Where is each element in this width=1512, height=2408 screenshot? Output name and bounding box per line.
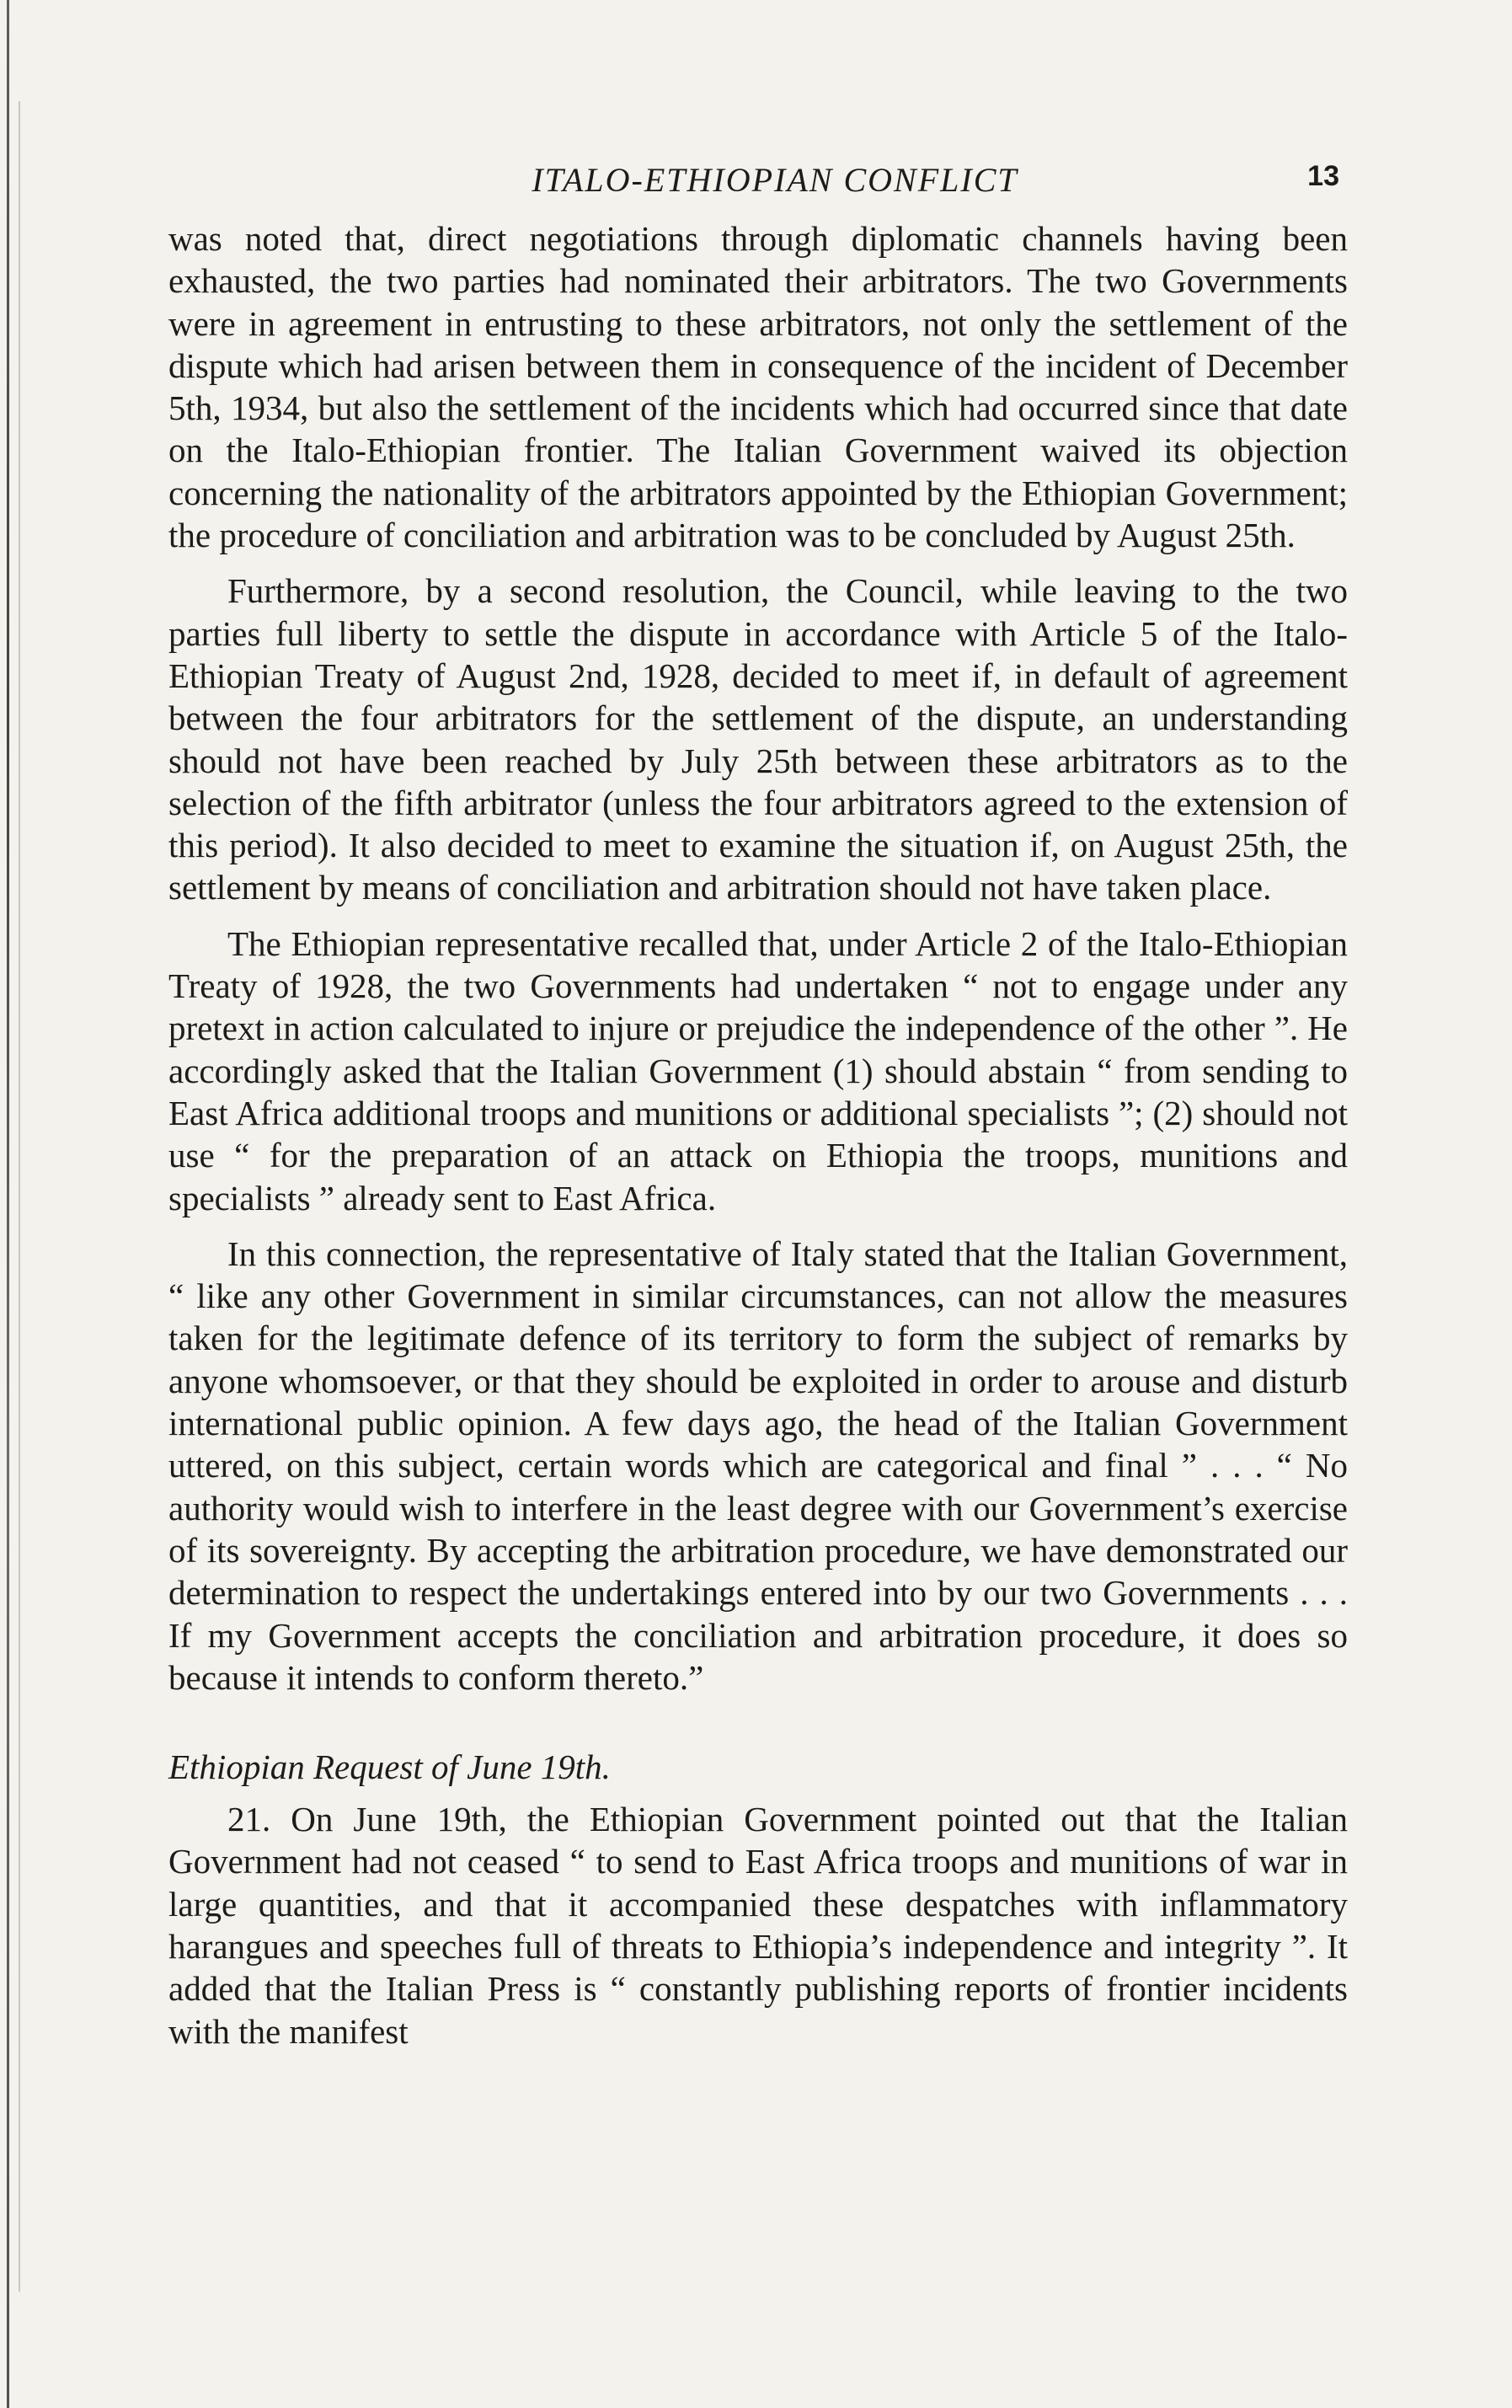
section-paragraph: 21. On June 19th, the Ethiopian Government pointed out that the Italian Government had not ceased “ to send to East Africa troops and munitions of war in large quantities, and that it accompanied these despatches with inflammatory harangues and speeches full of threats to Ethiopia’s independence and integrity ”. It added that the Italian Press is “ constantly publishing reports of frontier incidents with the manifest [168, 1800, 1348, 2051]
section-heading: Ethiopian Request of June 19th. [168, 1747, 611, 1787]
document-page [168, 160, 1348, 2066]
paragraph: In this connection, the representative of Italy stated that the Italian Government, “ like any other Government in similar circumstances, can not allow the measures taken for the legitimate defence of its territory to form the subject of remarks by anyone whomsoever, or that they should be exploited in order to arouse and disturb international public opinion. A few days ago, the head of the Italian Government uttered, on this subject, certain words which are categorical and final ” . . . “ No authority would wish to interfere in the least degree with our Government’s exercise of its sovereignty. By accepting the arbitration procedure, we have demonstrated our determination to respect the undertakings entered into by our two Governments . . . If my Government accepts the conciliation and arbitration procedure, it does so because it intends to conform thereto.” [168, 1233, 1348, 1697]
paragraph: was noted that, direct negotiations through diplomatic channels having been exhausted, the two parties had nominated their arbitrators. The two Governments were in agreement in entrusting to these arbitrators, not only the settlement of the dispute which had arisen between them in consequence of the incident of December 5th, 1934, but also the settlement of the incidents which had occurred since that date on the Italo-Ethiopian frontier. The Italian Government waived its objection concerning the nationality of the arbitrators appointed by the Ethiopian Government; the procedure of conciliation and arbitration was to be concluded by August 25th. [168, 219, 1348, 555]
scan-edge-shadow [7, 0, 9, 2408]
paragraph: Furthermore, by a second resolution, the Council, while leaving to the two parties full liberty to settle the dispute in accordance with Article 5 of the Italo-Ethiopian Treaty of August 2nd, 1928, decided to meet if, in default of agreement between the four arbitrators for the settlement of the dispute, an understanding should not have been reached by July 25th between these arbitrators as to the selection of the fifth arbitrator (unless the four arbitrators agreed to the extension of this period). It also decided to meet to examine the situation if, on August 25th, the settlement by means of conciliation and arbitration should not have taken place. [168, 571, 1348, 907]
paragraph: The Ethiopian representative recalled that, under Article 2 of the Italo-Ethiopian Treaty of 1928, the two Governments had undertaken “ not to engage under any pretext in action calculated to injure or prejudice the independence of the other ”. He accordingly asked that the Italian Government (1) should abstain “ from sending to East Africa additional troops and munitions or additional specialists ”; (2) should not use “ for the preparation of an attack on Ethiopia the troops, munitions and specialists ” already sent to East Africa. [168, 923, 1348, 1217]
scan-edge-line [19, 101, 20, 2292]
page-number: 13 [1307, 160, 1339, 192]
running-title: ITALO-ETHIOPIAN CONFLICT [532, 161, 1018, 199]
running-header [168, 160, 1348, 211]
